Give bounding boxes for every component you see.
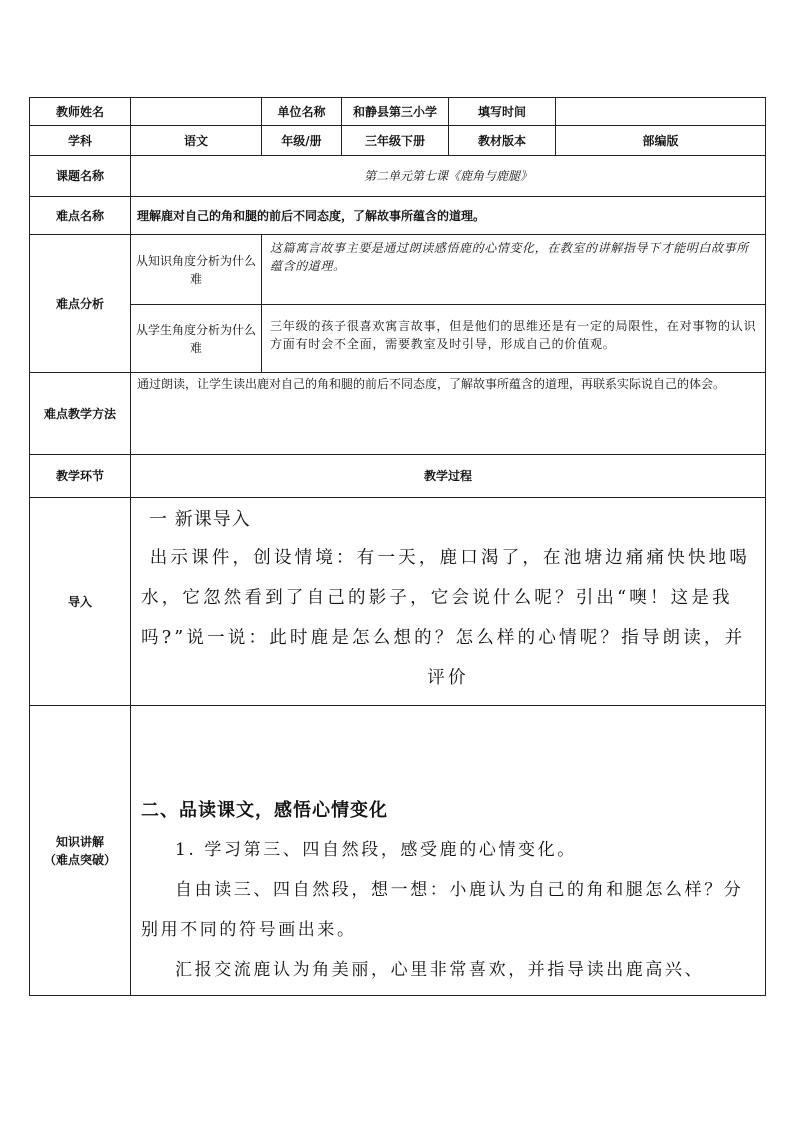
method-label: 难点教学方法 — [30, 373, 131, 455]
knowledge-paragraph-2: 自由读三、四自然段，想一想：小鹿认为自己的角和腿怎么样？分别用不同的符号画出来。 — [141, 880, 744, 940]
stage-label: 教学环节 — [30, 455, 131, 498]
grade-label: 年级/册 — [262, 126, 342, 156]
edition-label: 教材版本 — [449, 126, 556, 156]
knowledge-sublabel: （难点突破） — [43, 852, 116, 867]
teacher-name-label: 教师姓名 — [30, 98, 131, 126]
subject-value: 语文 — [131, 126, 262, 156]
intro-tail: 评价 — [427, 668, 469, 688]
analysis-student-text: 三年级的孩子很喜欢寓言故事，但是他们的思维还是有一定的局限性，在对事物的认识方面有时会不全面，需要教室及时引导，形成自己的价值观。 — [262, 305, 766, 373]
intro-paragraph: 出示课件，创设情境：有一天，鹿口渴了，在池塘边痛痛快快地喝水，它忽然看到了自己的影子，它会说什么呢？引出“噢！这是我吗?”说一说：此时鹿是怎么想的？怎么样的心情呢？指导朗读，并 — [141, 548, 751, 648]
knowledge-content — [131, 706, 766, 996]
process-label: 教学过程 — [131, 455, 766, 498]
title-row — [30, 156, 766, 197]
intro-row — [30, 498, 766, 706]
subject-label: 学科 — [30, 126, 131, 156]
header-row-1 — [30, 98, 766, 126]
difficulty-row — [30, 197, 766, 235]
teacher-name-value — [131, 98, 262, 126]
method-row — [30, 373, 766, 455]
fill-time-label: 填写时间 — [449, 98, 556, 126]
intro-content — [131, 498, 766, 706]
unit-label: 单位名称 — [262, 98, 342, 126]
knowledge-paragraph-1: 1. 学习第三、四自然段，感受鹿的心情变化。 — [175, 840, 577, 860]
difficulty-value: 理解鹿对自己的角和腿的前后不同态度，了解故事所蕴含的道理。 — [131, 197, 766, 235]
knowledge-label-cell — [30, 706, 131, 996]
grade-value: 三年级下册 — [342, 126, 449, 156]
knowledge-row — [30, 706, 766, 996]
edition-value: 部编版 — [556, 126, 766, 156]
process-header-row — [30, 455, 766, 498]
intro-label: 导入 — [30, 498, 131, 706]
knowledge-label: 知识讲解 — [55, 834, 104, 849]
analysis-label: 难点分析 — [30, 235, 131, 373]
lesson-plan-table — [29, 97, 766, 996]
section2-heading: 二、品读课文，感悟心情变化 — [141, 800, 388, 821]
analysis-row-student — [30, 305, 766, 373]
analysis-knowledge-text: 这篇寓言故事主要是通过朗读感悟鹿的心情变化，在教室的讲解指导下才能明白故事所蕴含的道理。 — [262, 235, 766, 305]
analysis-row-knowledge — [30, 235, 766, 305]
fill-time-value — [556, 98, 766, 126]
unit-value: 和静县第三小学 — [342, 98, 449, 126]
header-row-2 — [30, 126, 766, 156]
analysis-student-label: 从学生角度分析为什么难 — [131, 305, 262, 373]
method-text: 通过朗读，让学生读出鹿对自己的角和腿的前后不同态度，了解故事所蕴含的道理，再联系实际说自己的体会。 — [131, 373, 766, 455]
intro-heading: 一 新课导入 — [149, 509, 251, 530]
lesson-title-label: 课题名称 — [30, 156, 131, 197]
analysis-knowledge-label: 从知识角度分析为什么难 — [131, 235, 262, 305]
knowledge-paragraph-3: 汇报交流鹿认为角美丽，心里非常喜欢，并指导读出鹿高兴、 — [175, 960, 705, 980]
difficulty-label: 难点名称 — [30, 197, 131, 235]
lesson-title-value: 第二单元第七课《鹿角与鹿腿》 — [131, 156, 766, 197]
